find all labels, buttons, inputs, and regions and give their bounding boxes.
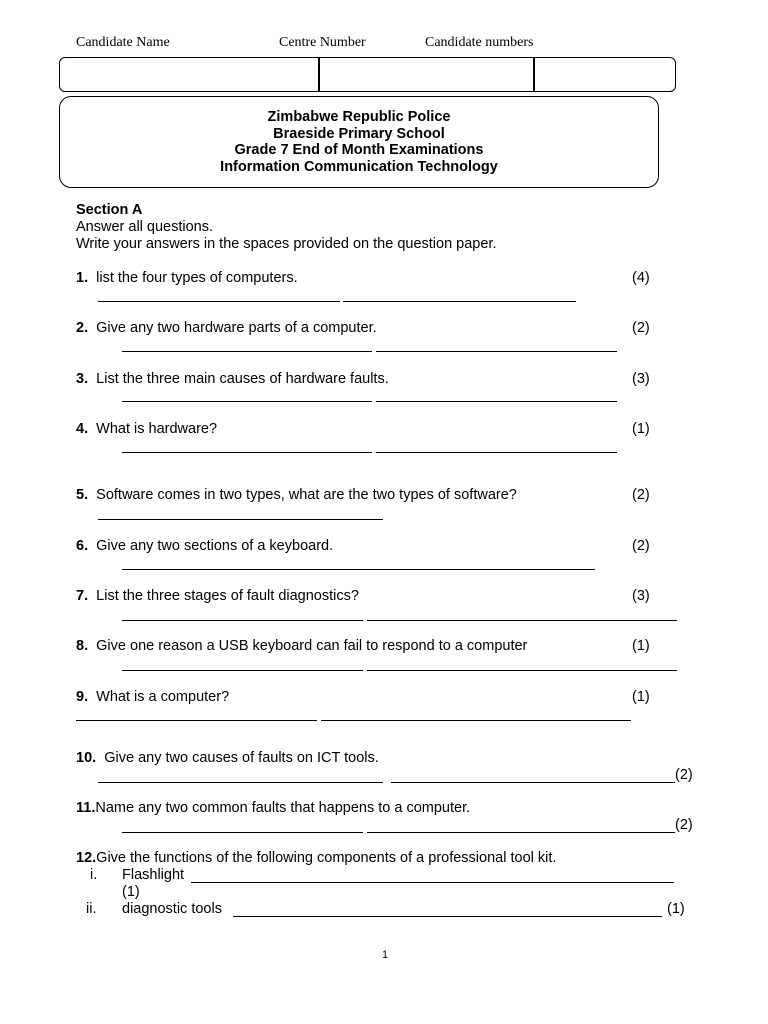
answer-line[interactable] — [122, 670, 363, 671]
question-2 — [76, 320, 377, 336]
question-number: 9. — [76, 689, 89, 705]
answer-line[interactable] — [376, 452, 617, 453]
exam-header-box — [59, 96, 659, 188]
candidate-name-label: Candidate Name — [76, 35, 170, 50]
candidate-box-divider — [533, 57, 535, 92]
question-number: 10. — [76, 750, 97, 766]
question-marks: (2) — [632, 320, 650, 336]
question-number: 4. — [76, 421, 89, 437]
question-marks: (2) — [632, 487, 650, 503]
answer-line[interactable] — [376, 351, 617, 352]
answer-line[interactable] — [376, 401, 617, 402]
question-text: Give the functions of the following components of a professional tool kit. — [96, 850, 557, 866]
question-8 — [76, 638, 527, 654]
question-3 — [76, 371, 389, 387]
answer-line[interactable] — [233, 916, 662, 917]
question-5 — [76, 487, 517, 503]
question-text: List the three stages of fault diagnostics? — [96, 588, 359, 604]
answer-line[interactable] — [367, 620, 677, 621]
question-number: 7. — [76, 588, 89, 604]
question-10 — [76, 750, 379, 766]
question-text: List the three main causes of hardware faults. — [96, 371, 389, 387]
answer-line[interactable] — [122, 620, 363, 621]
section-title: Section A — [76, 202, 143, 218]
question-text: What is a computer? — [96, 689, 230, 705]
question-number: 12. — [76, 850, 97, 866]
header-institution: Zimbabwe Republic Police — [267, 109, 451, 125]
header-exam: Grade 7 End of Month Examinations — [234, 142, 484, 158]
candidate-numbers-label: Candidate numbers — [425, 35, 534, 50]
question-11 — [76, 800, 470, 816]
answer-line[interactable] — [98, 782, 383, 783]
answer-line[interactable] — [191, 882, 674, 883]
question-marks: (3) — [632, 371, 650, 387]
question-4 — [76, 421, 217, 437]
question-number: 1. — [76, 270, 89, 286]
question-9 — [76, 689, 229, 705]
answer-line[interactable] — [367, 670, 677, 671]
subitem-marks: (1) — [122, 884, 140, 900]
question-text: Name any two common faults that happens to a computer. — [95, 800, 471, 816]
answer-line[interactable] — [122, 832, 363, 833]
answer-line[interactable] — [122, 569, 595, 570]
question-marks: (1) — [632, 421, 650, 437]
candidate-box-divider — [318, 57, 320, 92]
question-marks: (2) — [675, 767, 693, 783]
header-subject: Information Communication Technology — [220, 159, 498, 175]
question-12 — [76, 850, 556, 866]
question-1 — [76, 270, 298, 286]
question-7 — [76, 588, 359, 604]
question-text: Give any two causes of faults on ICT tools. — [104, 750, 379, 766]
question-marks: (2) — [632, 538, 650, 554]
answer-line[interactable] — [343, 301, 576, 302]
question-text: Give any two hardware parts of a computer. — [96, 320, 377, 336]
section-instruction: Answer all questions. — [76, 219, 214, 235]
subitem-marks: (1) — [667, 901, 685, 917]
subitem-number: ii. — [86, 901, 97, 917]
question-number: 5. — [76, 487, 89, 503]
answer-line[interactable] — [122, 401, 372, 402]
answer-line[interactable] — [367, 832, 675, 833]
question-marks: (4) — [632, 270, 650, 286]
question-marks: (2) — [675, 817, 693, 833]
question-text: What is hardware? — [96, 421, 218, 437]
page-number: 1 — [382, 949, 389, 961]
question-number: 8. — [76, 638, 89, 654]
candidate-info-box — [59, 57, 676, 92]
answer-line[interactable] — [122, 452, 372, 453]
header-school: Braeside Primary School — [273, 126, 445, 142]
answer-line[interactable] — [98, 519, 383, 520]
question-marks: (3) — [632, 588, 650, 604]
question-marks: (1) — [632, 689, 650, 705]
subitem-number: i. — [90, 867, 98, 883]
answer-line[interactable] — [321, 720, 631, 721]
question-text: Give one reason a USB keyboard can fail to respond to a computer — [96, 638, 528, 654]
question-marks: (1) — [632, 638, 650, 654]
question-text: Give any two sections of a keyboard. — [96, 538, 334, 554]
answer-line[interactable] — [98, 301, 340, 302]
question-number: 6. — [76, 538, 89, 554]
question-text: Software comes in two types, what are the two types of software? — [96, 487, 517, 503]
subitem-text: Flashlight — [122, 867, 185, 883]
answer-line[interactable] — [391, 782, 675, 783]
question-text: list the four types of computers. — [96, 270, 298, 286]
answer-line[interactable] — [122, 351, 372, 352]
question-number: 2. — [76, 320, 89, 336]
centre-number-label: Centre Number — [279, 35, 366, 50]
section-instruction: Write your answers in the spaces provided on the question paper. — [76, 236, 497, 252]
answer-line[interactable] — [76, 720, 317, 721]
question-number: 11. — [76, 800, 96, 816]
subitem-text: diagnostic tools — [122, 901, 222, 917]
question-6 — [76, 538, 333, 554]
question-number: 3. — [76, 371, 89, 387]
